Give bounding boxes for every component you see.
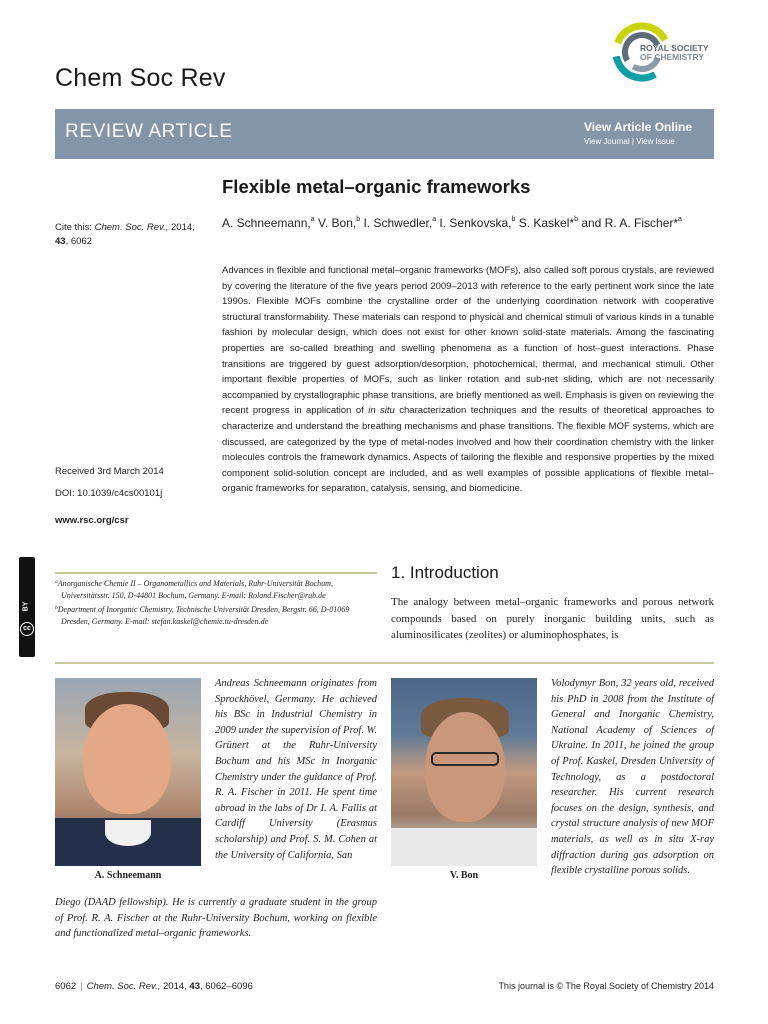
affiliation-text: Department of Inorganic Chemistry, Technische Universität Dresden, Bergstr. 66, D-01069 Dresden, Germany. E-mail: stefan.kaskel@chemie.tu-dresden.de [57, 605, 350, 626]
received-date: Received 3rd March 2014 [55, 466, 164, 477]
introduction-heading: 1. Introduction [391, 563, 499, 582]
author-affiliation-mark: b [574, 216, 578, 223]
affiliation-mark: b [55, 605, 58, 611]
rsc-line2: OF [640, 52, 652, 62]
photo-caption: A. Schneemann [94, 870, 162, 881]
page-number: 6062 [55, 981, 77, 992]
abstract-part1: Advances in flexible and functional metal–organic frameworks (MOFs), also called soft porous crystals, are reviewed by covering the literature of the five years period 2009–2013 with reference to the early pertinent work since the late 1990s. Flexible MOFs combine the crystalline order of the underlying coordination network with cooperative structural transformability. These materials can respond to physical and chemical stimuli of various kinds in a tunable fashion by molecular design, which does not exist for other known solid-state materials. Among the fascinating properties are so-called breathing and swelling phenomena as a function of host–guest interactions. Phase transitions are triggered by guest adsorption/desorption, photochemical, thermal, and mechanical stimuli. Other important flexible properties of MOFs, such as linker rotation and sub-net sliding, which are not necessarily accompanied by crystallographic phase transitions, are briefly mentioned as well. Emphasis is given on reviewing the recent progress in application of [222, 265, 714, 417]
footer-journal: Chem. Soc. Rev., [86, 981, 161, 992]
view-issue-link[interactable]: View Issue [636, 137, 675, 146]
banner-separator: | [631, 137, 634, 146]
author-affiliation-mark: a [678, 216, 682, 223]
footer-year: 2014, [160, 981, 190, 992]
footer-volume: 43 [189, 981, 200, 992]
citation-block [55, 221, 205, 249]
banner-links [584, 137, 675, 146]
rsc-line1: ROYAL SOCIETY [640, 43, 709, 53]
affiliation-item [55, 576, 377, 602]
author-bio: Volodymyr Bon, 32 years old, received his PhD in 2008 from the Institute of General and Inorganic Chemistry, National Academy of Sciences of Ukraine. In 2011, he joined the group of Prof. Kaskel, Dresden University of Technology, as a postdoctoral researcher. His current research focuses on the design, synthesis, and crystal structure analysis of new MOF materials, as well as in situ X-ray diffraction during gas adsorption on flexible crystalline porous solids. [551, 678, 714, 877]
rsc-logo-text [640, 44, 709, 62]
author-name: A. Schneemann, [222, 216, 311, 230]
cite-journal: Chem. Soc. Rev., [94, 222, 169, 233]
cc-mark: cc [20, 622, 34, 636]
author-affiliation-mark: a [432, 216, 437, 223]
author-affiliation-mark: a [310, 216, 315, 223]
journal-name[interactable]: Chem Soc Rev [55, 64, 226, 92]
affiliation-text: Anorganische Chemie II – Organometallics and Materials, Ruhr-Universität Bochum, Universitätsstr. 150, D-44801 Bochum, Germany. E-mail: Roland.Fischer@rub.de [57, 579, 333, 600]
author-list [222, 212, 702, 231]
author-photo-bon [391, 678, 537, 866]
author-name: I. Schwedler, [360, 216, 433, 230]
article-title: Flexible metal–organic frameworks [222, 176, 531, 197]
author-photo-schneemann [55, 678, 201, 866]
abstract-italic: in situ [368, 405, 395, 417]
journal-url-link[interactable]: www.rsc.org/csr [55, 515, 129, 526]
page-footer [55, 981, 253, 992]
copyright-notice: This journal is © The Royal Society of Chemistry 2014 [498, 981, 714, 991]
author-name: V. Bon, [314, 216, 357, 230]
author-bio-continued: Diego (DAAD fellowship). He is currently a graduate student in the group of Prof. R. A. Fischer at the Ruhr-University Bochum, working on flexible and functionalized metal–organic frameworks. [55, 897, 377, 940]
author-name: and R. A. Fischer* [577, 216, 679, 230]
affiliations [55, 576, 377, 628]
author-bio: Andreas Schneemann originates from Sprockhövel, Germany. He achieved his BSc in Industrial Chemistry in 2009 under the supervision of Prof. W. Grünert at the Ruhr-University Bochum and his MSc in Inorganic Chemistry under the guidance of Prof. R. A. Fischer in 2011. He spent time abroad in the labs of Dr I. A. Fallis at Cardiff University (Erasmus scholarship) and Prof. S. M. Cohen at the University of California, San [215, 678, 377, 861]
footer-separator: | [80, 981, 83, 992]
section-label: REVIEW ARTICLE [65, 121, 233, 142]
affiliation-item [55, 602, 377, 628]
view-article-online-link[interactable]: View Article Online [584, 120, 693, 134]
author-affiliation-mark: b [356, 216, 361, 223]
author-affiliation-mark: b [511, 216, 516, 223]
author-name: S. Kaskel* [515, 216, 575, 230]
abstract [222, 263, 714, 497]
author-name: I. Senkovska, [436, 216, 512, 230]
rsc-line3: CHEMISTRY [654, 52, 704, 62]
cite-prefix: Cite this: [55, 222, 95, 233]
by-mark: BY [22, 601, 30, 612]
cite-year: 2014, [168, 222, 195, 233]
doi-link[interactable]: DOI: 10.1039/c4cs00101j [55, 488, 163, 499]
footer-pages: , 6062–6096 [200, 981, 253, 992]
view-journal-link[interactable]: View Journal [584, 137, 630, 146]
photo-caption: V. Bon [449, 870, 479, 881]
cite-volume: 43 [55, 236, 66, 247]
affiliation-divider [55, 572, 377, 574]
abstract-part2: characterization techniques and the results of theoretical approaches to characterize and understand the breathing mechanisms and phase transitions. The flexible MOF systems, which are discussed, are categorized by the type of metal-nodes involved and how their coordination chemistry with the linker molecules controls the framework dynamics. Aspects of tailoring the flexible and responsive properties by the mixed component solid-solution concept are included, and as well examples of possible applications of flexible metal–organic frameworks for separation, catalysis, sensing, and biomedicine. [222, 405, 714, 495]
bio-divider [55, 662, 714, 664]
cite-pages: , 6062 [65, 236, 92, 247]
affiliation-mark: a [55, 579, 58, 585]
introduction-text: The analogy between metal–organic frameworks and porous network compounds based on purely inorganic building units, such as aluminosilicates (zeolites) or aluminophosphates, is [391, 596, 714, 641]
